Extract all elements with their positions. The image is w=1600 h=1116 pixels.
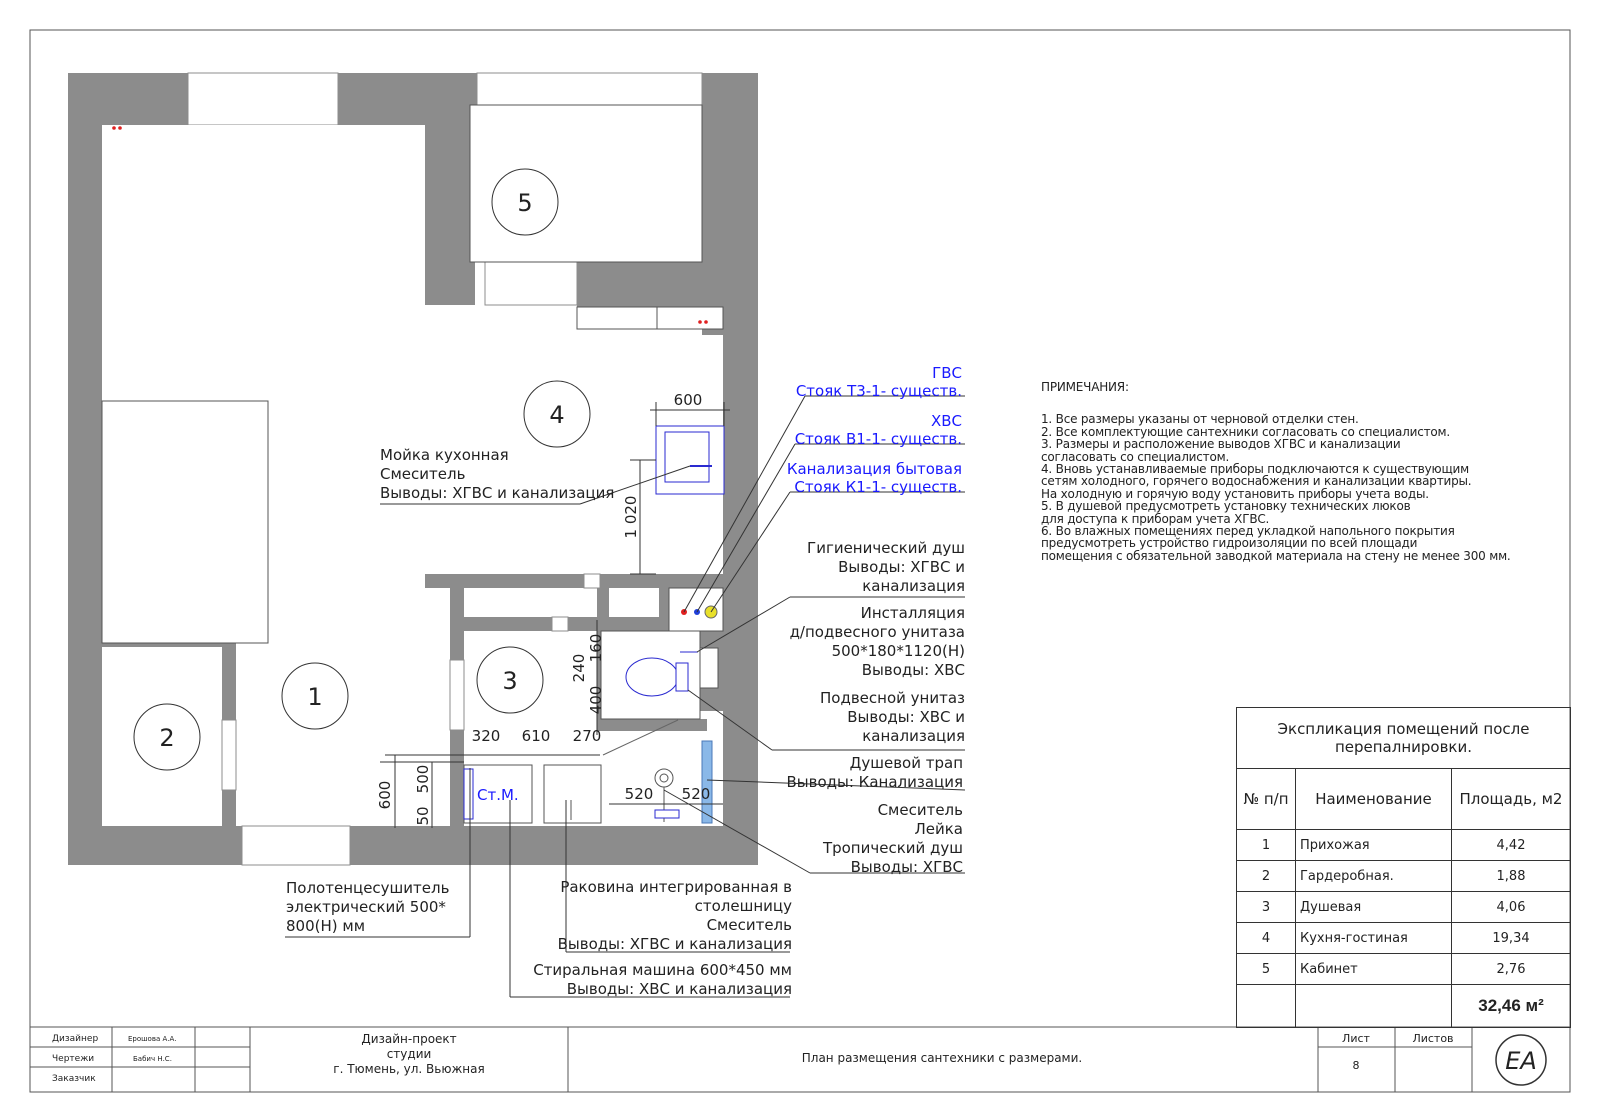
tb-sheet-label: Лист bbox=[1342, 1032, 1370, 1045]
wall-bottom-a bbox=[68, 826, 242, 865]
basin-line-2: столешницу bbox=[694, 897, 792, 915]
wall-bottom-b bbox=[350, 826, 758, 865]
hvs-riser: Стояк В1-1- существ. bbox=[794, 430, 962, 448]
title-block-text bbox=[52, 1032, 1454, 1084]
basin-line-1: Раковина интегрированная в bbox=[560, 878, 792, 896]
dim-520-b: 520 bbox=[681, 785, 711, 803]
row-number: 1 bbox=[1237, 830, 1296, 861]
mixer-line-4: Выводы: ХГВС bbox=[850, 858, 963, 876]
row-area: 19,34 bbox=[1452, 923, 1571, 954]
col-header-area: Площадь, м2 bbox=[1452, 769, 1571, 830]
row-name: Прихожая bbox=[1296, 830, 1452, 861]
row-number: 4 bbox=[1237, 923, 1296, 954]
tb-name-2: Бабич Н.С. bbox=[133, 1055, 172, 1063]
note-line: предусмотреть устройство гидроизоляции по всей площади bbox=[1041, 536, 1418, 551]
toilet-line-1: Подвесной унитаз bbox=[820, 689, 965, 707]
room-number-2: 2 bbox=[159, 724, 175, 752]
riser-labels bbox=[787, 364, 962, 496]
col-header-name: Наименование bbox=[1296, 769, 1452, 830]
basin-line-3: Смеситель bbox=[706, 916, 792, 934]
col-header-number: № п/п bbox=[1237, 769, 1296, 830]
note-line: 5. В душевой предусмотреть установку технических люков bbox=[1041, 499, 1411, 514]
sewer-title: Канализация бытовая bbox=[786, 460, 962, 478]
wall-shower-top bbox=[597, 719, 707, 731]
row-number: 3 bbox=[1237, 892, 1296, 923]
room-number-5: 5 bbox=[517, 189, 533, 217]
install-line-3: 500*180*1120(H) bbox=[831, 642, 965, 660]
window-1 bbox=[188, 73, 338, 125]
tb-project-2: студии bbox=[386, 1047, 432, 1061]
towel-line-3: 800(H) мм bbox=[286, 917, 366, 935]
toilet-line-2: Выводы: ХВС и bbox=[847, 708, 965, 726]
sink-line-2: Смеситель bbox=[380, 465, 466, 483]
mixer-line-3: Тропический душ bbox=[822, 839, 963, 857]
logo-text: EA bbox=[1505, 1047, 1537, 1075]
mixer-icon bbox=[655, 810, 679, 818]
washer-line-1: Стиральная машина 600*450 мм bbox=[533, 961, 792, 979]
notes-block bbox=[1041, 381, 1561, 562]
installation-frame bbox=[700, 648, 718, 688]
gvs-riser: Стояк Т3-1- существ. bbox=[795, 382, 962, 400]
hyg-line-2: Выводы: ХГВС и bbox=[838, 558, 965, 576]
install-line-2: д/подвесного унитаза bbox=[789, 623, 965, 641]
door-entrance bbox=[242, 826, 350, 865]
room-number-1: 1 bbox=[307, 683, 323, 711]
table-row bbox=[1237, 892, 1571, 923]
row-area: 2,76 bbox=[1452, 954, 1571, 985]
toilet-line-3: канализация bbox=[862, 727, 965, 745]
wall-cab-left bbox=[425, 73, 475, 305]
dim-320: 320 bbox=[471, 727, 501, 745]
tb-role-2: Чертежи bbox=[52, 1054, 95, 1064]
note-line: согласовать со специалистом. bbox=[1041, 449, 1230, 464]
window-2 bbox=[477, 73, 702, 105]
towel-line-1: Полотенцесушитель bbox=[286, 879, 450, 897]
door-bath bbox=[450, 660, 464, 730]
row-name: Кухня-гостиная bbox=[1296, 923, 1452, 954]
note-line: 4. Вновь устанавливаемые приборы подключаются к существующим bbox=[1041, 462, 1470, 477]
door-cabinet bbox=[485, 262, 577, 305]
mixer-line-2: Лейка bbox=[914, 820, 963, 838]
hvs-title: ХВС bbox=[930, 412, 962, 430]
basin-icon bbox=[544, 765, 601, 823]
tb-sheet-title: План размещения сантехники с размерами. bbox=[801, 1051, 1083, 1065]
drain-line-1: Душевой трап bbox=[849, 754, 963, 772]
dim-160: 160 bbox=[587, 633, 605, 663]
row-name: Кабинет bbox=[1296, 954, 1452, 985]
table-row bbox=[1237, 954, 1571, 985]
washer-line-2: Выводы: ХВС и канализация bbox=[566, 980, 792, 998]
vent-2 bbox=[552, 617, 568, 631]
dim-600-top: 600 bbox=[673, 391, 703, 409]
wall-top-left-b bbox=[338, 73, 428, 125]
row-area: 1,88 bbox=[1452, 861, 1571, 892]
table-row bbox=[1237, 923, 1571, 954]
note-line: 6. Во влажных помещениях перед укладкой напольного покрытия bbox=[1041, 524, 1455, 539]
row-name: Гардеробная. bbox=[1296, 861, 1452, 892]
note-line: 1. Все размеры указаны от черновой отделки стен. bbox=[1041, 412, 1359, 427]
tb-project-3: г. Тюмень, ул. Вьюжная bbox=[333, 1062, 485, 1076]
note-line: помещения с обязательной заводкой материала на стену не менее 300 мм. bbox=[1041, 548, 1511, 563]
sink-line-1: Мойка кухонная bbox=[380, 446, 509, 464]
row-area: 4,06 bbox=[1452, 892, 1571, 923]
dim-400: 400 bbox=[587, 685, 605, 715]
dim-270: 270 bbox=[572, 727, 602, 745]
towel-dryer-icon bbox=[464, 769, 473, 819]
tb-name-1: Ерошова А.А. bbox=[128, 1035, 177, 1043]
tb-role-1: Дизайнер bbox=[52, 1034, 99, 1044]
row-area: 4,42 bbox=[1452, 830, 1571, 861]
room-number-3: 3 bbox=[502, 667, 518, 695]
sofa-block bbox=[102, 401, 268, 643]
dim-50: 50 bbox=[414, 806, 432, 826]
table-row bbox=[1237, 861, 1571, 892]
install-line-4: Выводы: ХВС bbox=[861, 661, 965, 679]
washer-label: Ст.М. bbox=[477, 786, 519, 804]
dim-240: 240 bbox=[570, 653, 588, 683]
dim-500: 500 bbox=[414, 764, 432, 794]
tb-sheet-number: 8 bbox=[1352, 1059, 1360, 1072]
note-line: 3. Размеры и расположение выводов ХГВС и канализации bbox=[1041, 437, 1401, 452]
vent-1 bbox=[584, 574, 600, 588]
tb-sheets-label: Листов bbox=[1412, 1032, 1454, 1045]
door-wardrobe bbox=[222, 720, 236, 790]
sink-line-3: Выводы: ХГВС и канализация bbox=[380, 484, 615, 502]
shower-drain-icon bbox=[702, 741, 712, 823]
explication-table bbox=[1236, 707, 1571, 1027]
explication-title: Экспликация помещений после перепалнировки. bbox=[1237, 708, 1571, 769]
title-block bbox=[30, 1027, 1570, 1092]
dim-520-a: 520 bbox=[624, 785, 654, 803]
total-row bbox=[1237, 985, 1571, 1028]
dim-1020: 1 020 bbox=[622, 495, 640, 539]
basin-line-4: Выводы: ХГВС и канализация bbox=[557, 935, 792, 953]
wall-cab-bottom bbox=[577, 262, 758, 307]
tb-project-1: Дизайн-проект bbox=[361, 1032, 457, 1046]
towel-line-2: электрический 500* bbox=[286, 898, 446, 916]
note-line: 2. Все комплектующие сантехники согласовать со специалистом. bbox=[1041, 424, 1451, 439]
wall-kitchen-bath bbox=[385, 574, 723, 588]
sewer-riser: Стояк К1-1- существ. bbox=[794, 478, 962, 496]
note-line: сетям холодного, горячего водоснабжения и канализации квартиры. bbox=[1041, 474, 1472, 489]
wall-left bbox=[68, 73, 102, 865]
wall-shaft-left bbox=[659, 588, 669, 631]
tb-role-3: Заказчик bbox=[52, 1074, 96, 1084]
note-line: На холодную и горячую воду установить приборы учета воды. bbox=[1041, 486, 1429, 501]
wall-cab-top-a bbox=[425, 73, 477, 105]
wall-wardrobe-top bbox=[102, 643, 236, 647]
room-number-4: 4 bbox=[549, 401, 565, 429]
hyg-line-3: канализация bbox=[862, 577, 965, 595]
hyg-line-1: Гигиенический душ bbox=[807, 539, 965, 557]
table-row bbox=[1237, 830, 1571, 861]
dim-600-left: 600 bbox=[376, 780, 394, 810]
row-number: 5 bbox=[1237, 954, 1296, 985]
notes-title: ПРИМЕЧАНИЯ: bbox=[1041, 380, 1129, 394]
drain-line-2: Выводы: Канализация bbox=[786, 773, 963, 791]
dim-610: 610 bbox=[521, 727, 551, 745]
row-number: 2 bbox=[1237, 861, 1296, 892]
total-area: 32,46 м² bbox=[1452, 985, 1571, 1028]
toilet-bowl-icon bbox=[626, 658, 678, 696]
logo-icon bbox=[1496, 1035, 1546, 1085]
gvs-title: ГВС bbox=[932, 364, 962, 382]
kitchen-cabinets bbox=[577, 307, 723, 329]
install-line-1: Инсталляция bbox=[860, 604, 965, 622]
row-name: Душевая bbox=[1296, 892, 1452, 923]
mixer-line-1: Смеситель bbox=[877, 801, 963, 819]
note-line: для доступа к приборам учета ХГВС. bbox=[1041, 511, 1270, 526]
